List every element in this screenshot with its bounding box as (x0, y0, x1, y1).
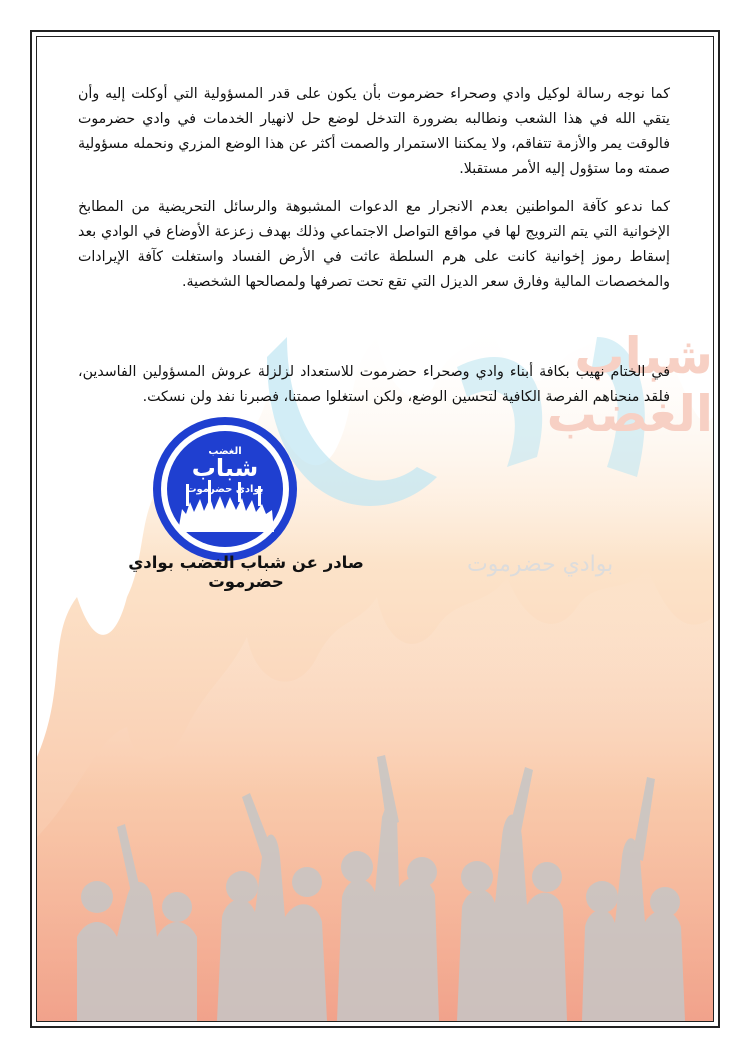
watermark-subtitle: بوادي حضرموت (467, 552, 614, 577)
document-signature: صادر عن شباب الغضب بوادي حضرموت (128, 553, 364, 591)
logo-word-bottom: بوادي حضرموت (186, 484, 264, 495)
watermark-title: شباب الغضب (546, 327, 713, 443)
logo-emblem (150, 414, 300, 564)
logo-word-main: شباب (191, 454, 259, 482)
paragraph-governor-message: كما نوجه رسالة لوكيل وادي وصحراء حضرموت بأن يكون على قدر المسؤولية التي أوكلت إليه وأن يتقي الله في هذا الشعب ونطالبه بضرورة التدخل لوضع حل لانهيار الخدمات في وادي حضرموت فالوقت يمر والأزمة تتفاقم، ولا يمكننا الاستمرار والصمت أكثر عن هذا الوضع المزري ونحمله مسؤولية صمته وما ستؤول إليه الأمر مستقبلا. (78, 86, 670, 177)
organization-logo (150, 414, 300, 564)
paragraph-conclusion: في الختام نهيب بكافة أبناء وادي وصحراء حضرموت للاستعداد لزلزلة عروش المسؤولين الفاسدين، فلقد منحناهم الفرصة الكافية لتحسين الوضع، ولكن استغلوا صمتنا، فصبرنا نفد ولن نسكت. (78, 364, 670, 405)
paragraph-citizens-call: كما ندعو كآفة المواطنين بعدم الانجرار مع الدعوات المشبوهة والرسائل التحريضية من المطابخ الإخوانية التي يتم الترويج لها في مواقع التواصل الاجتماعي وذلك بهدف زعزعة الأوضاع في الوادي بعد إسقاط رموز إخوانية كانت على هرم السلطة عاثت في الأرض الفساد واستغلت كآفة الإيرادات والمخصصات المالية وفارق سعر الديزل التي تقع تحت تصرفها ولمصالحها الشخصية. (78, 199, 670, 290)
logo-word-top: الغضب (208, 446, 242, 457)
page-border-inner (36, 36, 714, 1022)
